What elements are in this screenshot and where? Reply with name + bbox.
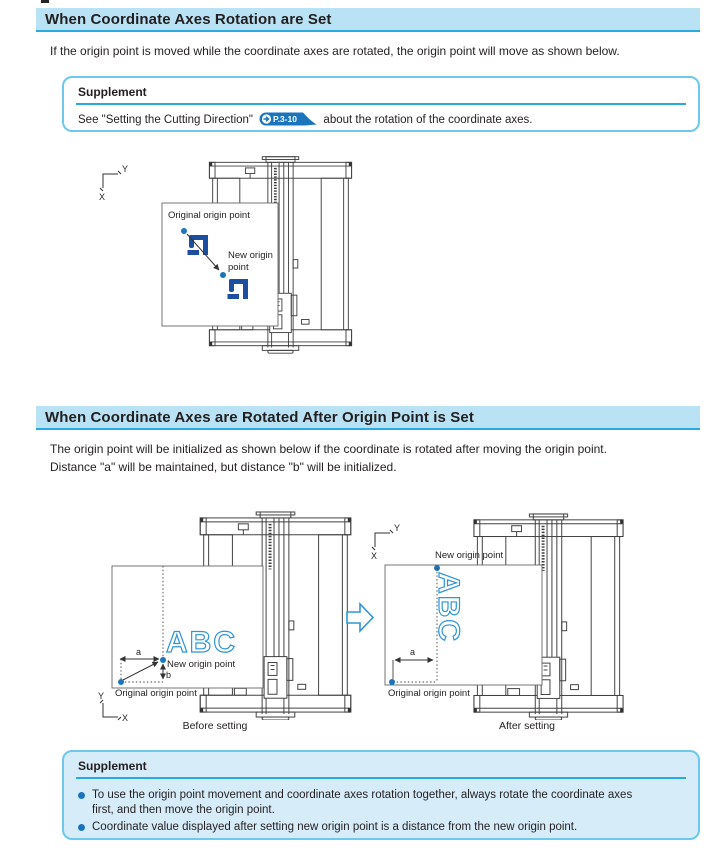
axis-y-label: Y bbox=[394, 523, 401, 533]
section1-heading: When Coordinate Axes Rotation are Set bbox=[36, 8, 700, 32]
transition-arrow-icon bbox=[347, 604, 373, 631]
bullet-dot-icon bbox=[78, 824, 85, 831]
after-setting-caption: After setting bbox=[498, 720, 556, 732]
original-origin-label: Original origin point bbox=[168, 210, 250, 221]
page-edge-mark bbox=[41, 0, 49, 3]
original-origin-point bbox=[389, 679, 395, 685]
section1-intro: If the origin point is moved while the coordinate axes are rotated, the origin point will move as shown below. bbox=[50, 44, 620, 58]
bullet-text: To use the origin point movement and coordinate axes rotation together, always rotate the coordinate axes first, and then move the origin point. bbox=[92, 789, 633, 816]
page-reference-link[interactable] bbox=[259, 112, 317, 126]
distance-b-label: b bbox=[166, 670, 172, 680]
bullet-dot-icon bbox=[78, 792, 85, 799]
supplement-text-after: about the rotation of the coordinate axes. bbox=[323, 114, 533, 126]
bullet-text: Coordinate value displayed after setting new origin point is a distance from the new origin point. bbox=[92, 821, 578, 833]
axis-indicator bbox=[371, 523, 400, 561]
axis-x-label: X bbox=[122, 713, 129, 723]
new-origin-label-line1: New origin bbox=[228, 250, 273, 261]
supplement-box-2 bbox=[62, 750, 700, 840]
section2-intro-line1: The origin point will be initialized as shown below if the coordinate is rotated after moving the origin point. bbox=[50, 442, 607, 456]
distance-a-label: a bbox=[410, 647, 416, 657]
supplement-title: Supplement bbox=[78, 85, 147, 99]
new-origin-point bbox=[220, 272, 226, 278]
distance-a-label: a bbox=[136, 647, 142, 657]
new-origin-label: New origin point bbox=[435, 550, 504, 561]
supplement-body bbox=[64, 779, 698, 843]
supplement-title: Supplement bbox=[78, 759, 147, 773]
supplement-bullet-item bbox=[78, 820, 684, 835]
axis-x-label: X bbox=[99, 192, 106, 202]
section2-heading: When Coordinate Axes are Rotated After Origin Point is Set bbox=[36, 406, 700, 430]
axis-x-label: X bbox=[371, 551, 378, 561]
origin-move-diagram bbox=[90, 146, 420, 378]
before-setting-caption: Before setting bbox=[182, 720, 248, 732]
sample-cut-text-rotated: ABC bbox=[432, 572, 465, 643]
supplement-body bbox=[64, 105, 698, 134]
page-reference-label: P.3-10 bbox=[273, 114, 298, 124]
original-origin-point bbox=[181, 228, 187, 234]
after-setting-diagram bbox=[371, 514, 623, 732]
new-origin-label-line2: point bbox=[228, 262, 249, 273]
axis-y-label: Y bbox=[98, 691, 105, 701]
rotation-after-origin-diagram bbox=[60, 498, 705, 748]
new-origin-label: New origin point bbox=[167, 659, 236, 670]
supplement-box-1 bbox=[62, 76, 700, 132]
original-origin-point bbox=[118, 679, 124, 685]
before-setting-diagram bbox=[98, 512, 351, 732]
sample-cut-text: ABC bbox=[166, 626, 237, 659]
axis-y-label: Y bbox=[122, 164, 129, 174]
original-origin-label: Original origin point bbox=[388, 688, 470, 699]
section2-intro bbox=[50, 440, 607, 476]
supplement-bullet-item bbox=[78, 788, 684, 818]
original-origin-label: Original origin point bbox=[115, 688, 197, 699]
section2-intro-line2: Distance "a" will be maintained, but distance "b" will be initialized. bbox=[50, 460, 397, 474]
axis-indicator bbox=[99, 164, 128, 202]
media-sheet bbox=[162, 203, 278, 326]
supplement-text-before: See "Setting the Cutting Direction" bbox=[78, 114, 254, 126]
new-origin-point bbox=[160, 657, 166, 663]
